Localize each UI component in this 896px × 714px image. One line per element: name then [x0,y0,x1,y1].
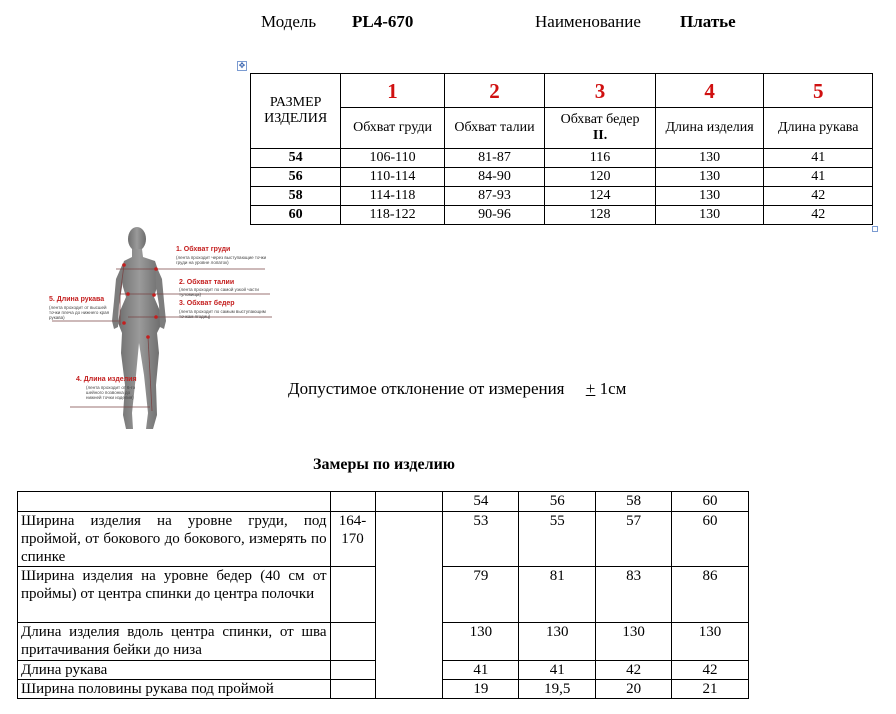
row-extra [330,623,375,661]
row-value: 19,5 [519,680,596,699]
col-num-3: 3 [545,74,656,108]
col-label-hips-text: Обхват бедер [560,112,640,127]
model-label: Модель [261,12,317,31]
col-num-2: 2 [444,74,544,108]
row-value: 60 [672,512,749,567]
size-row [251,187,873,206]
row-value: 21 [672,680,749,699]
col-num-1: 1 [341,74,444,108]
measurements-title: Замеры по изделию [313,456,456,473]
tolerance-value: 1см [599,379,627,398]
row-desc: Ширина изделия на уровне груди, под проймой, от бокового до бокового, измерять по спинке [18,512,331,567]
table-move-handle-icon[interactable]: ✥ [238,61,246,70]
fig-note-chest: (лента проходит через выступающие точки груди на уровне лопаток) [176,255,267,265]
fig-label-sleeve: 5. Длина рукава [49,296,105,303]
size-cell: 56 [251,168,341,187]
fig-note-waist: (лента проходит по самой узкой части туловища) [179,287,259,297]
model-value: PL4-670 [352,12,414,31]
row-value: 130 [443,623,519,661]
row-value: 20 [596,680,672,699]
name-value: Платье [680,12,736,31]
fig-label-chest: 1. Обхват груди [176,246,231,253]
value-cell: 130 [655,168,764,187]
col-label-hips-suffix: II. [592,128,608,143]
row-desc: Ширина половины рукава под проймой [18,680,331,699]
row-value: 79 [443,567,519,623]
row-value: 42 [596,661,672,680]
size-cell: 58 [251,187,341,206]
col-label-waist: Обхват талии [444,108,544,149]
row-desc: Длина рукава [18,661,331,680]
size-header: 58 [596,492,672,512]
size-row [251,149,873,168]
fig-label-length: 4. Длина изделия [76,376,137,383]
tolerance-text: Допустимое отклонение от измерения [288,379,565,398]
value-cell: 87-93 [444,187,544,206]
row-value: 130 [672,623,749,661]
measurements-table [17,491,749,699]
value-cell: 42 [764,206,873,225]
table-resize-handle-icon[interactable] [872,226,878,232]
size-table [250,73,873,225]
fig-label-hips: 3. Обхват бедер [179,300,235,307]
tolerance-line [288,379,626,399]
row-value: 130 [519,623,596,661]
tolerance-sign: + [585,379,596,398]
value-cell: 84-90 [444,168,544,187]
value-cell: 130 [655,149,764,168]
value-cell: 81-87 [444,149,544,168]
fig-note-sleeve: (лента проходит от высшей точки плеча до нижнего края рукава) [49,305,110,320]
col-num-5: 5 [764,74,873,108]
row-value: 81 [519,567,596,623]
fig-note-length: (лента проходит от 6-го шейного позвонка до нижней точки изделия) [86,385,136,400]
row-value: 53 [443,512,519,567]
row-extra [330,680,375,699]
value-cell: 128 [545,206,656,225]
value-cell: 114-118 [341,187,444,206]
value-cell: 124 [545,187,656,206]
size-header: 56 [519,492,596,512]
value-cell: 130 [655,206,764,225]
row-extra: 164-170 [330,512,375,567]
col-num-4: 4 [655,74,764,108]
col-label-hips [545,108,656,149]
row-value: 57 [596,512,672,567]
size-cell: 60 [251,206,341,225]
col-label-sleeve: Длина рукава [764,108,873,149]
size-cell: 54 [251,149,341,168]
value-cell: 106-110 [341,149,444,168]
fig-label-waist: 2. Обхват талии [179,279,235,286]
size-corner-cell: РАЗМЕР ИЗДЕЛИЯ [251,74,341,149]
size-header: 54 [443,492,519,512]
size-row [251,168,873,187]
row-value: 83 [596,567,672,623]
row-extra [330,661,375,680]
row-value: 41 [443,661,519,680]
measurement-figure [40,225,290,435]
row-value: 55 [519,512,596,567]
value-cell: 41 [764,149,873,168]
col-label-chest: Обхват груди [341,108,444,149]
value-cell: 116 [545,149,656,168]
value-cell: 90-96 [444,206,544,225]
row-desc: Ширина изделия на уровне бедер (40 см от проймы) от центра спинки до центра полочки [18,567,331,623]
value-cell: 130 [655,187,764,206]
table-row [18,512,749,567]
value-cell: 41 [764,168,873,187]
value-cell: 120 [545,168,656,187]
row-value: 130 [596,623,672,661]
value-cell: 42 [764,187,873,206]
row-value: 41 [519,661,596,680]
size-header: 60 [672,492,749,512]
col-label-length: Длина изделия [655,108,764,149]
row-extra [330,567,375,623]
row-desc: Длина изделия вдоль центра спинки, от шва притачивания бейки до низа [18,623,331,661]
row-value: 42 [672,661,749,680]
value-cell: 118-122 [341,206,444,225]
value-cell: 110-114 [341,168,444,187]
fig-note-hips: (лента проходит по самым выступающим точкам ягодиц) [179,309,266,319]
table-row [18,492,749,512]
size-row [251,206,873,225]
name-label: Наименование [535,12,641,31]
row-value: 19 [443,680,519,699]
row-value: 86 [672,567,749,623]
